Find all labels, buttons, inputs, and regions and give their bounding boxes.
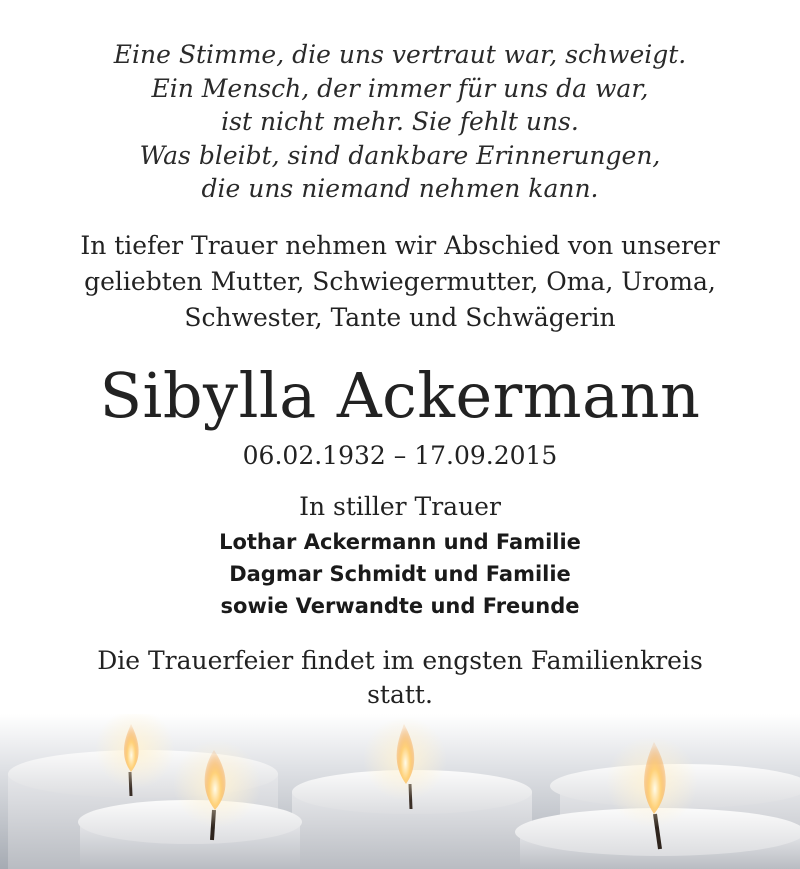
mourner-line: sowie Verwandte und Freunde [220, 594, 580, 618]
verse-line: Ein Mensch, der immer für uns da war, [151, 73, 649, 103]
mourner-line: Lothar Ackermann und Familie [219, 530, 581, 554]
ceremony-line: statt. [367, 680, 433, 709]
intro-line: Schwester, Tante und Schwägerin [184, 303, 616, 332]
intro-line: In tiefer Trauer nehmen wir Abschied von unserer [80, 231, 720, 260]
mourners-list [0, 526, 800, 622]
verse-line: die uns niemand nehmen kann. [201, 174, 599, 203]
life-dates: 06.02.1932 – 17.09.2015 [242, 441, 558, 470]
farewell-intro [0, 228, 800, 336]
mourner-line: Dagmar Schmidt und Familie [229, 562, 571, 586]
ceremony-note [0, 644, 800, 712]
intro-line: geliebten Mutter, Schwiegermutter, Oma, Uroma, [84, 267, 716, 296]
ceremony-line: Die Trauerfeier findet im engsten Familienkreis [97, 646, 703, 675]
verse-line: Was bleibt, sind dankbare Erinnerungen, [139, 140, 661, 170]
candles-image [0, 714, 800, 869]
verse-line: Eine Stimme, die uns vertraut war, schweigt. [113, 40, 687, 69]
deceased-name: Sibylla Ackermann [99, 359, 701, 432]
memorial-verse [0, 38, 800, 206]
verse-line: ist nicht mehr. Sie fehlt uns. [221, 107, 579, 136]
mourners-title: In stiller Trauer [299, 492, 501, 521]
candles-illustration [0, 714, 800, 869]
